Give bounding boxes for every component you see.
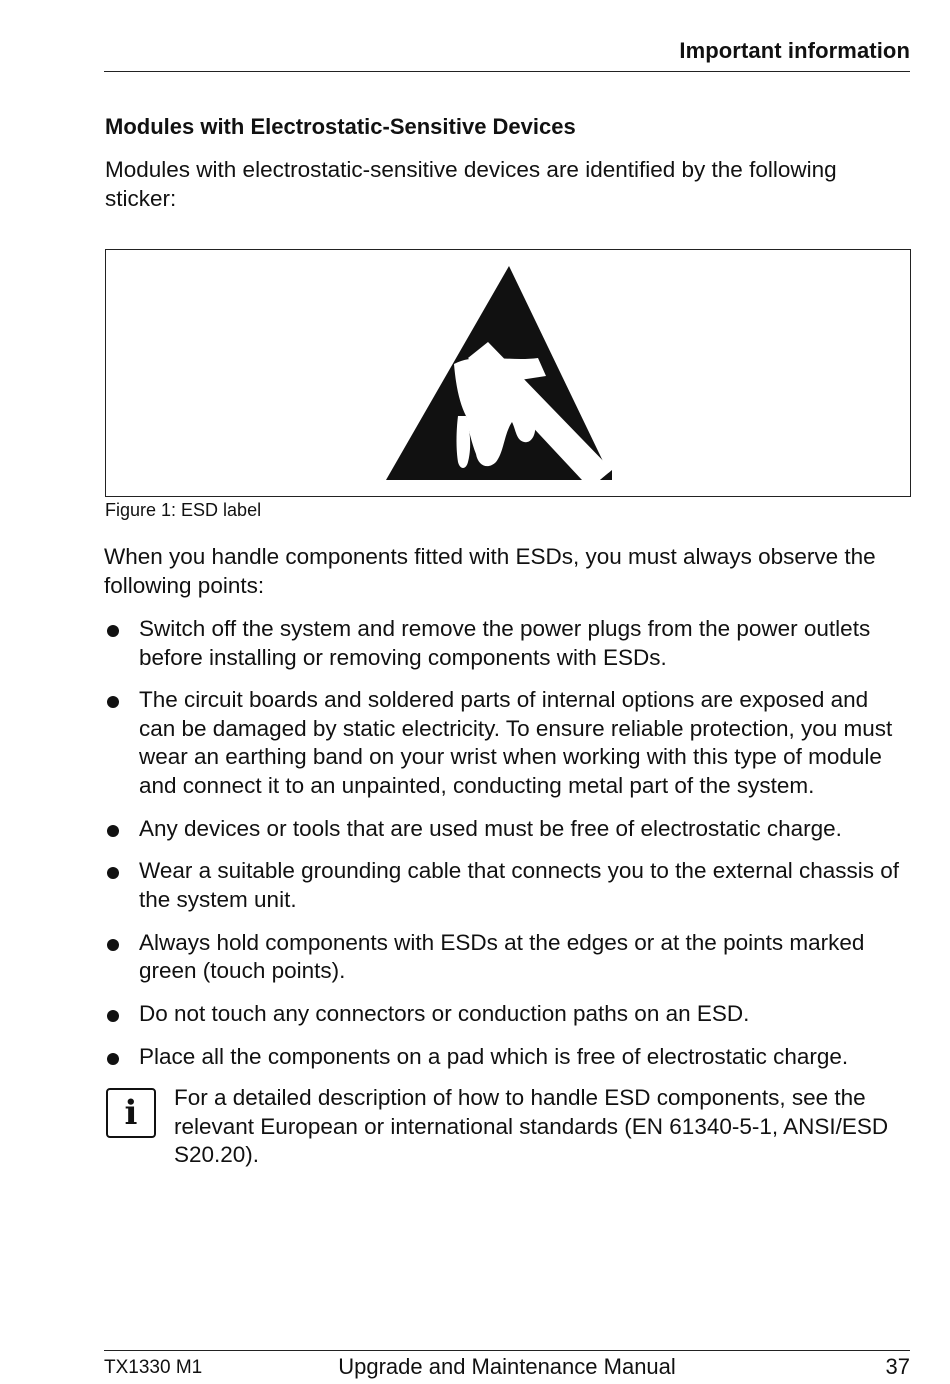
list-item-text: Any devices or tools that are used must be free of electrostatic charge. <box>139 815 842 841</box>
page-number: 37 <box>885 1354 910 1379</box>
bullet-icon <box>107 1053 119 1065</box>
header-divider <box>104 71 910 72</box>
section-heading: Modules with Electrostatic-Sensitive Devices <box>105 114 576 139</box>
footer-model: TX1330 M1 <box>104 1357 203 1378</box>
esd-warning-symbol-icon <box>386 266 616 482</box>
list-item <box>104 929 910 986</box>
list-item-text: The circuit boards and soldered parts of internal options are exposed and can be damaged by static electricity. To ensure reliable protection, you must wear an earthing band on your wrist when working with this type of module and connect it to an unpainted, conducting metal part of the system. <box>139 687 893 798</box>
bullet-icon <box>107 1010 119 1022</box>
bullet-icon <box>107 825 119 837</box>
list-item <box>104 1043 910 1072</box>
esd-guidelines-list <box>104 615 910 1086</box>
bullet-icon <box>107 696 119 708</box>
list-item <box>104 815 910 844</box>
list-item-text: Always hold components with ESDs at the edges or at the points marked green (touch points). <box>139 929 865 984</box>
bullet-icon <box>107 867 119 879</box>
footer-divider <box>104 1350 910 1351</box>
bullet-icon <box>107 625 119 637</box>
list-item <box>104 1000 910 1029</box>
intro-paragraph: Modules with electrostatic-sensitive devices are identified by the following sticker: <box>105 157 837 211</box>
info-icon: i <box>106 1088 156 1138</box>
list-item <box>104 615 910 672</box>
list-item-text: Switch off the system and remove the power plugs from the power outlets before installing or removing components with ESDs. <box>139 616 871 670</box>
info-note: For a detailed description of how to handle ESD components, see the relevant European or international standards (EN 61340-5-1, ANSI/ESD S20.20). <box>174 1085 889 1167</box>
list-item-text: Place all the components on a pad which is free of electrostatic charge. <box>139 1043 849 1069</box>
bullet-icon <box>107 939 119 951</box>
list-item <box>104 857 910 914</box>
list-item-text: Do not touch any connectors or conduction paths on an ESD. <box>139 1000 750 1026</box>
esd-figure <box>105 249 911 497</box>
list-item <box>104 686 910 800</box>
list-item-text: Wear a suitable grounding cable that connects you to the external chassis of the system unit. <box>139 858 900 912</box>
lead-paragraph: When you handle components fitted with ESDs, you must always observe the following points: <box>104 544 876 598</box>
figure-caption: Figure 1: ESD label <box>105 500 262 520</box>
footer-manual-title: Upgrade and Maintenance Manual <box>338 1354 676 1379</box>
header-title: Important information <box>679 38 910 63</box>
